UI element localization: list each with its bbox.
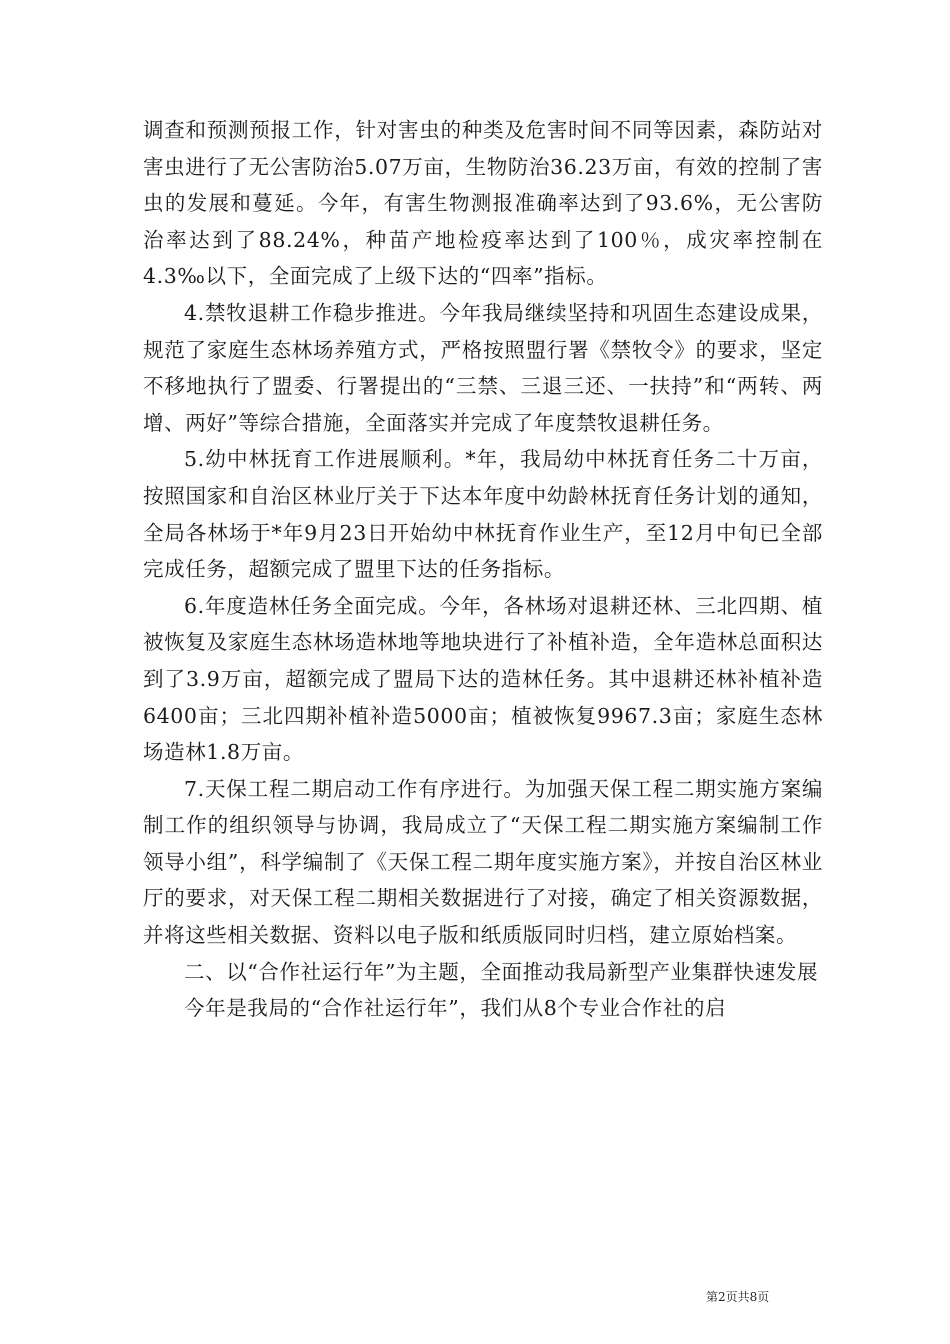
paragraph-1: 调查和预测预报工作，针对害虫的种类及危害时间不同等因素，森防站对害虫进行了无公害防治5.07万亩，生物防治36.23万亩，有效的控制了害虫的发展和蔓延。今年，有害生物测报准确率达到了93.6%，无公害防治率达到了88.24%，种苗产地检疫率达到了100％，成灾率控制在4.3‰以下，全面完成了上级下达的“四率”指标。	[143, 118, 823, 289]
paragraph-5: 7.天保工程二期启动工作有序进行。为加强天保工程二期实施方案编制工作的组织领导与协调，我局成立了“天保工程二期实施方案编制工作领导小组”，科学编制了《天保工程二期年度实施方案》，并按自治区林业厅的要求，对天保工程二期相关数据进行了对接，确定了相关资源数据，并将这些相关数据、资料以电子版和纸质版同时归档，建立原始档案。	[143, 776, 823, 948]
paragraph-6: 今年是我局的“合作社运行年”，我们从8个专业合作社的启	[184, 996, 727, 1021]
paragraph-4: 6.年度造林任务全面完成。今年，各林场对退耕还林、三北四期、植被恢复及家庭生态林场造林地等地块进行了补植补造，全年造林总面积达到了3.9万亩，超额完成了盟局下达的造林任务。其中退耕还林补植补造6400亩；三北四期补植补造5000亩；植被恢复9967.3亩；家庭生态林场造林1.8万亩。	[143, 593, 823, 765]
paragraph-2: 4.禁牧退耕工作稳步推进。今年我局继续坚持和巩固生态建设成果，规范了家庭生态林场养殖方式，严格按照盟行署《禁牧令》的要求，坚定不移地执行了盟委、行署提出的“三禁、三退三还、一扶持”和“两转、两增、两好”等综合措施，全面落实并完成了年度禁牧退耕任务。	[143, 300, 823, 435]
section-heading-2: 二、以“合作社运行年”为主题，全面推动我局新型产业集群快速发展	[184, 959, 819, 984]
page-number: 第2页共8页	[706, 1290, 770, 1304]
document-body	[143, 112, 823, 1027]
paragraph-3: 5.幼中林抚育工作进展顺利。*年，我局幼中林抚育任务二十万亩，按照国家和自治区林业厅关于下达本年度中幼龄林抚育任务计划的通知，全局各林场于*年9月23日开始幼中林抚育作业生产，至12月中旬已全部完成任务，超额完成了盟里下达的任务指标。	[143, 447, 823, 582]
